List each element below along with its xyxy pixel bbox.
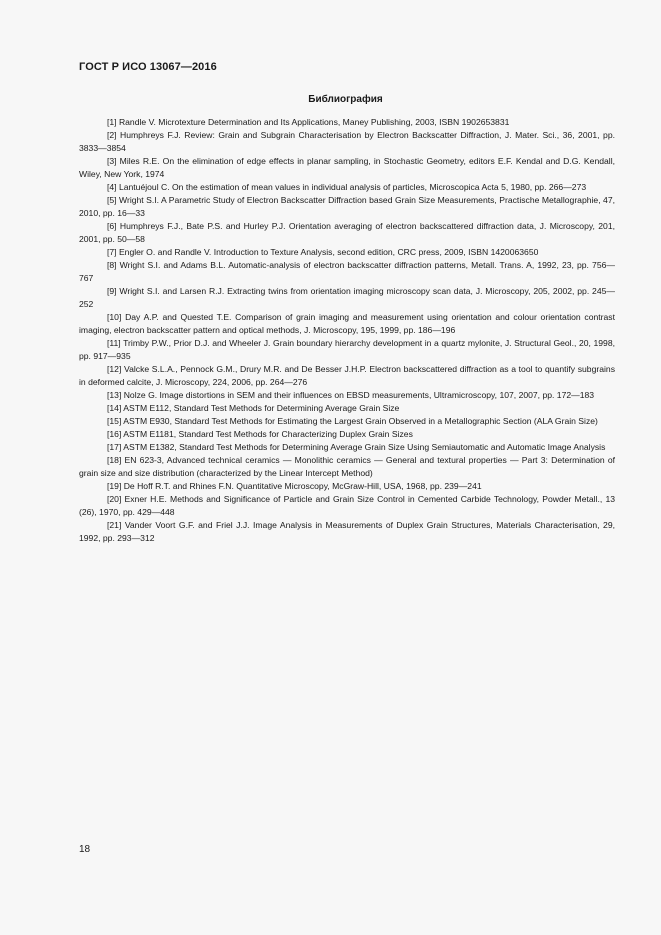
reference-item: [16] ASTM E1181, Standard Test Methods for Characterizing Duplex Grain Sizes [107,429,413,439]
reference-item: [8] Wright S.I. and Adams B.L. Automatic-analysis of electron backscatter diffraction patterns, Metall. Trans. A, 1992, 23, pp. 756—767 [79,260,615,283]
reference-item: [10] Day A.P. and Quested T.E. Comparison of grain imaging and measurement using orientation and colour orientation contrast imaging, electron backscatter pattern and optical methods, J. Microscopy, 195, 1999, pp. 186—196 [79,312,615,335]
reference-item: [14] ASTM E112, Standard Test Methods for Determining Average Grain Size [107,403,400,413]
reference-item: [13] Nolze G. Image distortions in SEM and their influences on EBSD measurements, Ultramicroscopy, 107, 2007, pp. 172—183 [107,390,595,400]
reference-item: [4] Lantuéjoul C. On the estimation of mean values in individual analysis of particles, Microscopica Acta 5, 1980, pp. 266—273 [107,182,587,192]
reference-item: [1] Randle V. Microtexture Determination and Its Applications, Maney Publishing, 2003, ISBN 1902653831 [107,117,510,127]
reference-item: [20] Exner H.E. Methods and Significance of Particle and Grain Size Control in Cemented Carbide Technology, Powder Metall., 13 (26), 1970, pp. 429—448 [79,494,615,517]
reference-item: [3] Miles R.E. On the elimination of edge effects in planar sampling, in Stochastic Geometry, editors E.F. Kendal and D.G. Kendall, Wiley, New York, 1974 [79,156,615,179]
reference-item: [5] Wright S.I. A Parametric Study of Electron Backscatter Diffraction based Grain Size Measurements, Practische Metallographie, 47, 2010, pp. 16—33 [79,195,615,218]
standard-header: ГОСТ Р ИСО 13067—2016 [79,61,217,73]
reference-item: [18] EN 623-3, Advanced technical ceramics — Monolithic ceramics — General and textural properties — Part 3: Determination of grain size and size distribution (characterized by the Linear Intercept Method) [79,455,615,478]
reference-item: [19] De Hoff R.T. and Rhines F.N. Quantitative Microscopy, McGraw-Hill, USA, 1968, pp. 239—241 [107,481,482,491]
bibliography-title: Библиография [308,94,383,105]
reference-item: [2] Humphreys F.J. Review: Grain and Subgrain Characterisation by Electron Backscatter Diffraction, J. Mater. Sci., 36, 2001, pp. 3833—3854 [79,130,615,153]
reference-item: [21] Vander Voort G.F. and Friel J.J. Image Analysis in Measurements of Duplex Grain Structures, Materials Characterisation, 29, 1992, pp. 293—312 [79,520,615,543]
reference-item: [15] ASTM E930, Standard Test Methods for Estimating the Largest Grain Observed in a Metallographic Section (ALA Grain Size) [107,416,598,426]
page-number: 18 [79,844,91,855]
reference-item: [17] ASTM E1382, Standard Test Methods for Determining Average Grain Size Using Semiautomatic and Automatic Image Analysis [107,442,606,452]
reference-item: [9] Wright S.I. and Larsen R.J. Extracting twins from orientation imaging microscopy scan data, J. Microscopy, 205, 2002, pp. 245—252 [79,286,615,309]
reference-item: [7] Engler O. and Randle V. Introduction to Texture Analysis, second edition, CRC press, 2009, ISBN 1420063650 [107,247,539,257]
reference-item: [6] Humphreys F.J., Bate P.S. and Hurley P.J. Orientation averaging of electron backscattered diffraction data, J. Microscopy, 201, 2001, pp. 50—58 [79,221,615,244]
reference-item: [11] Trimby P.W., Prior D.J. and Wheeler J. Grain boundary hierarchy development in a quartz mylonite, J. Structural Geol., 20, 1998, pp. 917—935 [79,338,615,361]
reference-item: [12] Valcke S.L.A., Pennock G.M., Drury M.R. and De Besser J.H.P. Electron backscattered diffraction as a tool to quantify subgrains in deformed calcite, J. Microscopy, 224, 2006, pp. 264—276 [79,364,615,387]
reference-list [79,116,615,545]
